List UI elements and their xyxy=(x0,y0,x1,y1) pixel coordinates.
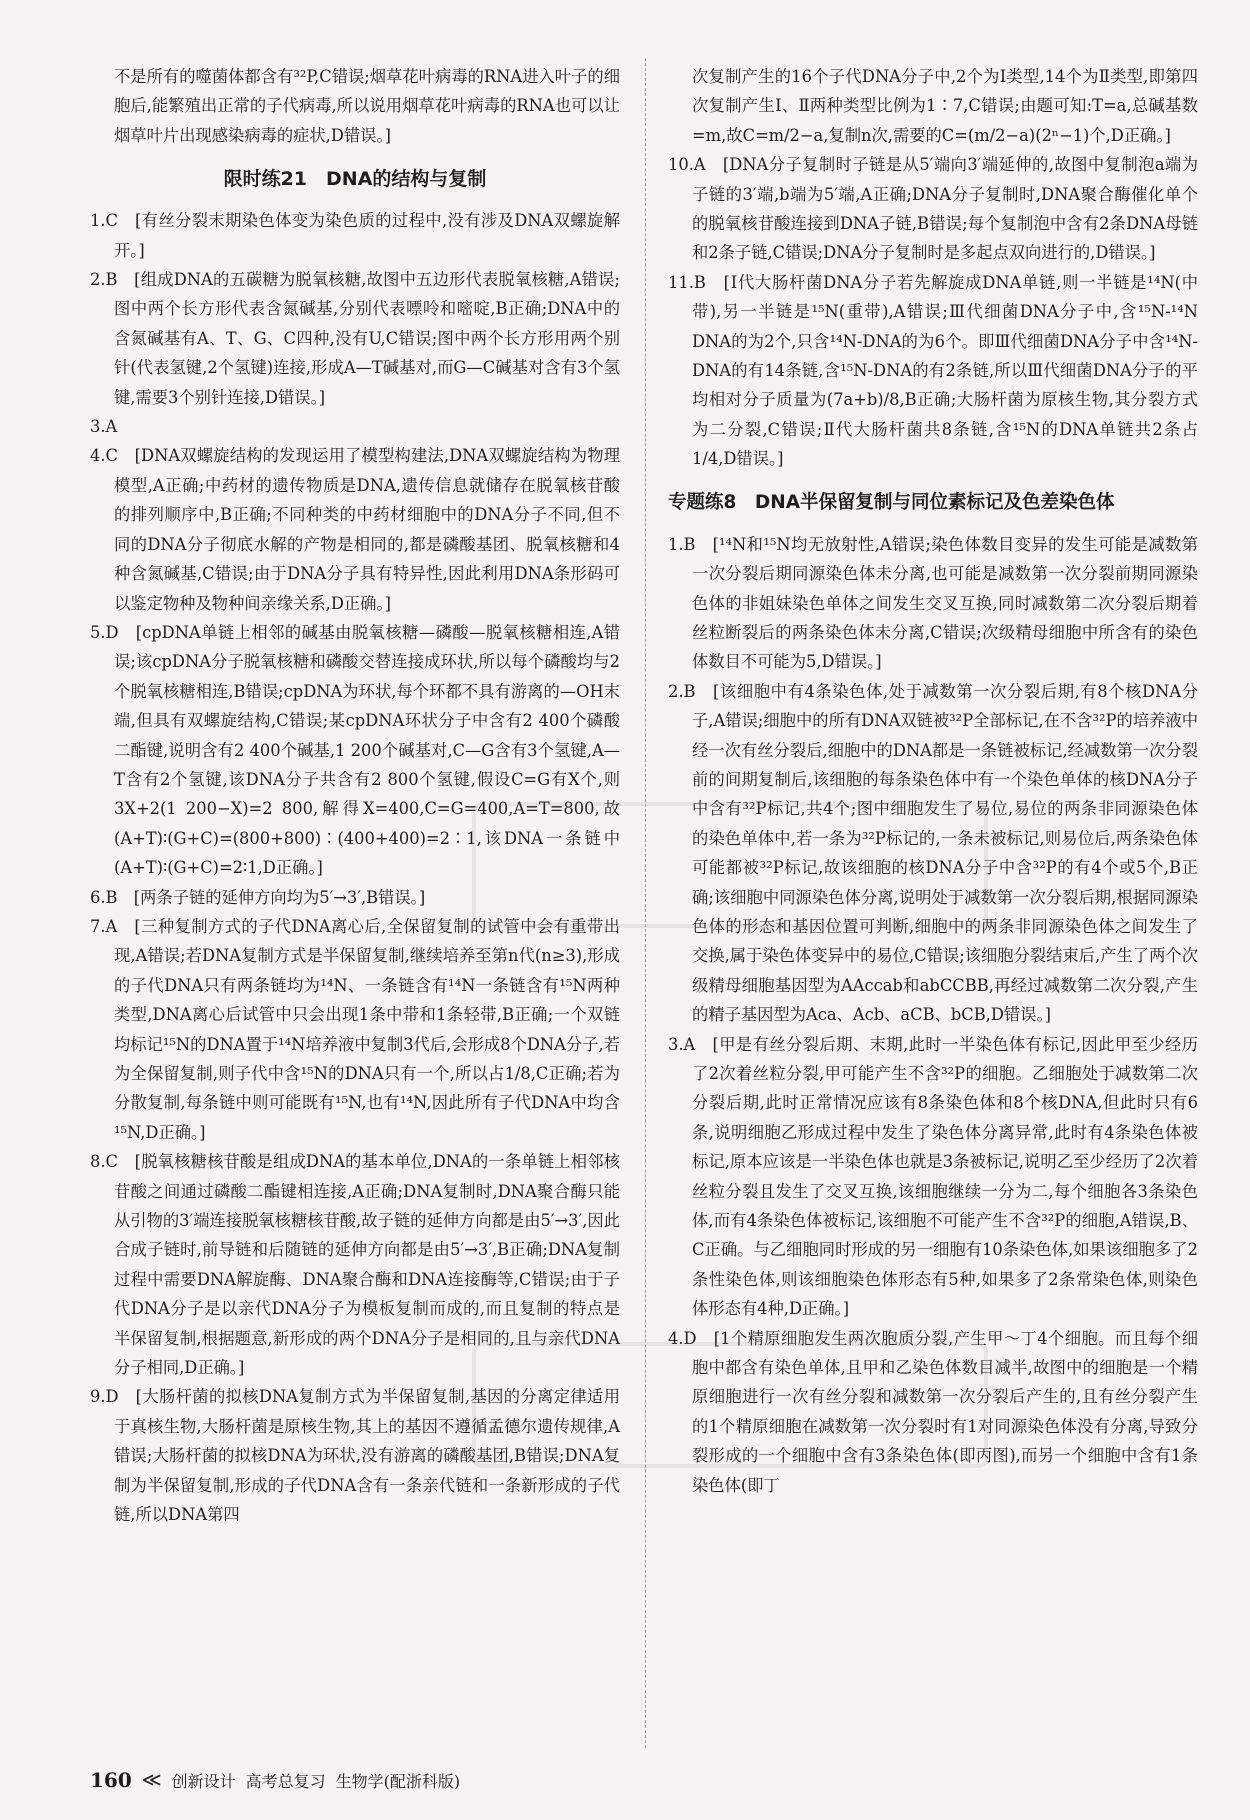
answer-item: 8.C [脱氧核糖核苷酸是组成DNA的基本单位,DNA的一条单链上相邻核苷酸之间通过磷酸二酯键相连接,A正确;DNA复制时,DNA聚合酶只能从引物的3′端连接脱氧核糖核苷酸,故子链的延伸方向都是由5′→3′,因此合成子链时,前导链和后随链的延伸方向都是由5′→3′,B正确;DNA复制过程中需要DNA解旋酶、DNA聚合酶和DNA连接酶等,C错误;由于子代DNA分子是以亲代DNA分子为模板复制而成的,而且复制的特点是半保留复制,根据题意,新形成的两个DNA分子是相同的,且与亲代DNA分子相同,D正确。] xyxy=(90,1152,620,1378)
right-intro-paragraph: 次复制产生的16个子代DNA分子中,2个为Ⅰ类型,14个为Ⅱ类型,即第四次复制产生Ⅰ、Ⅱ两种类型比例为1∶7,C错误;由题可知:T=a,总碱基数=m,故C=m/2−a,复制n次,需要的C=(m/2−a)(2ⁿ−1)个,D正确。] xyxy=(692,67,1198,145)
answer-item: 10.A [DNA分子复制时子链是从5′端向3′端延伸的,故图中复制泡a端为子链的3′端,b端为5′端,A正确;DNA分子复制时,DNA聚合酶催化单个的脱氧核苷酸连接到DNA子链,B错误;每个复制泡中含有2条DNA母链和2条子链,C错误;DNA分子复制时是多起点双向进行的,D错误。] xyxy=(668,155,1198,263)
answer-item: 2.B [该细胞中有4条染色体,处于减数第一次分裂后期,有8个核DNA分子,A错误;细胞中的所有DNA双链被³²P全部标记,在不含³²P的培养液中经一次有丝分裂后,细胞中的DNA都是一条链被标记,经减数第一次分裂前的间期复制后,该细胞的每条染色体中有一个染色单体的核DNA分子中含有³²P标记,共4个;图中细胞发生了易位,易位的两条非同源染色体的染色单体中,若一条为³²P标记的,一条未被标记,则易位后,两条染色体可能都被³²P标记,故该细胞的核DNA分子中含³²P的有4个或5个,B正确;该细胞中同源染色体分离,说明处于减数第一次分裂后期,根据同源染色体的形态和基因位置可判断,细胞中的两条非同源染色体之间发生了交换,属于染色体变异中的易位,C错误;该细胞分裂结束后,产生了两个次级精母细胞基因型为AAccab和abCCBB,再经过减数第二次分裂,产生的精子基因型为Aca、Acb、aCB、bCB,D错误。] xyxy=(668,681,1198,1025)
answer-item: 1.C [有丝分裂末期染色体变为染色质的过程中,没有涉及DNA双螺旋解开。] xyxy=(90,211,620,260)
subject-title: 生物学(配浙科版) xyxy=(335,1771,461,1791)
answer-item: 11.B [Ⅰ代大肠杆菌DNA分子若先解旋成DNA单链,则一半链是¹⁴N(中带),另一半链是¹⁵N(重带),A错误;Ⅲ代细菌DNA分子中,含¹⁵N-¹⁴N DNA的为2个,只含¹⁴N-DNA的为6个。即Ⅲ代细菌DNA分子中含¹⁴N-DNA的有14条链,含¹⁵N-DNA的有2条链,所以Ⅲ代细菌DNA分子的平均相对分子质量为(7a+b)/8,B正确;大肠杆菌为原核生物,其分裂方式为二分裂,C错误;Ⅱ代大肠杆菌共8条链,含¹⁵N的DNA单链共2条占1/4,D错误。] xyxy=(668,272,1198,469)
page-number: 160 xyxy=(90,1768,132,1792)
left-column xyxy=(90,62,620,1530)
left-intro-paragraph: 不是所有的噬菌体都含有³²P,C错误;烟草花叶病毒的RNA进入叶子的细胞后,能繁殖出正常的子代病毒,所以说用烟草花叶病毒的RNA也可以让烟草叶片出现感染病毒的症状,D错误。] xyxy=(114,67,620,145)
answer-item: 9.D [大肠杆菌的拟核DNA复制方式为半保留复制,基因的分离定律适用于真核生物,大肠杆菌是原核生物,其上的基因不遵循孟德尔遗传规律,A错误;大肠杆菌的拟核DNA为环状,没有游离的磷酸基团,B错误;DNA复制为半保留复制,形成的子代DNA含有一条亲代链和一条新形成的子代链,所以DNA第四 xyxy=(90,1387,620,1525)
answer-item: 4.C [DNA双螺旋结构的发现运用了模型构建法,DNA双螺旋结构为物理模型,A正确;中药材的遗传物质是DNA,遗传信息就储存在脱氧核苷酸的排列顺序中,B正确;不同种类的中药材细胞中的DNA分子不同,但不同的DNA分子彻底水解的产物是相同的,都是磷酸基团、脱氧核糖和4种含氮碱基,C错误;由于DNA分子具有特异性,因此利用DNA条形码可以鉴定物种及物种间亲缘关系,D正确。] xyxy=(90,446,620,613)
answer-item: 1.B [¹⁴N和¹⁵N均无放射性,A错误;染色体数目变异的发生可能是减数第一次分裂后期同源染色体未分离,也可能是减数第一次分裂前期同源染色体的非姐妹染色单体之间发生交叉互换,同时减数第二次分裂后期着丝粒断裂后的两条染色体未分离,C错误;次级精母细胞中所含有的染色体数目不可能为5,D错误。] xyxy=(668,534,1198,672)
series-title: 高考总复习 xyxy=(245,1771,326,1791)
section-heading-special-8: 专题练8 DNA半保留复制与同位素标记及色差染色体 xyxy=(668,491,1115,513)
column-divider xyxy=(645,58,646,1748)
answer-item: 3.A [甲是有丝分裂后期、末期,此时一半染色体有标记,因此甲至少经历了2次着丝粒分裂,甲可能产生不含³²P的细胞。乙细胞处于减数第二次分裂后期,此时正常情况应该有8条染色体和8个核DNA,但此时只有6条,说明细胞乙形成过程中发生了染色体分离异常,此时有4条染色体被标记,原本应该是一半染色体也就是3条被标记,说明乙至少经历了2次着丝粒分裂且发生了交叉互换,该细胞继续一分为二,每个细胞各3条染色体,而有4条染色体被标记,该细胞不可能产生不含³²P的细胞,A错误,B、C正确。与乙细胞同时形成的另一细胞有10条染色体,如果该细胞多了2条性染色体,则该细胞染色体形态有5种,如果多了2条常染色体,则染色体形态有4种,D正确。] xyxy=(668,1034,1198,1319)
page-footer xyxy=(90,1768,460,1792)
answer-item: 5.D [cpDNA单链上相邻的碱基由脱氧核糖—磷酸—脱氧核糖相连,A错误;该cpDNA分子脱氧核糖和磷酸交替连接成环状,所以每个磷酸均与2个脱氧核糖相连,B错误;cpDNA为环状,每个环都不具有游离的—OH末端,但具有双螺旋结构,C错误;某cpDNA环状分子中含有2 400个磷酸二酯键,说明含有2 400个碱基,1 200个碱基对,C—G含有3个氢键,A—T含有2个氢键,该DNA分子共含有2 800个氢键,假设C=G有X个,则3X+2(1 200−X)=2 800,解得X=400,C=G=400,A=T=800,故(A+T)∶(G+C)=(800+800)∶(400+400)=2∶1,该DNA一条链中(A+T)∶(G+C)=2∶1,D正确。] xyxy=(90,622,620,878)
answer-item: 7.A [三种复制方式的子代DNA离心后,全保留复制的试管中会有重带出现,A错误;若DNA复制方式是半保留复制,继续培养至第n代(n≥3),形成的子代DNA只有两条链均为¹⁴N、一条链含有¹⁴N一条链含有¹⁵N两种类型,DNA离心后试管中只会出现1条中带和1条轻带,B正确;一个双链均标记¹⁵N的DNA置于¹⁴N培养液中复制3代后,会形成8个DNA分子,若为全保留复制,则子代中含¹⁵N的DNA只有一个,所以占1/8,C正确;若为分散复制,每条链中则可能既有¹⁵N,也有¹⁴N,因此所有子代DNA中均含¹⁵N,D正确。] xyxy=(90,916,620,1142)
answer-item: 2.B [组成DNA的五碳糖为脱氧核糖,故图中五边形代表脱氧核糖,A错误;图中两个长方形代表含氮碱基,分别代表嘌呤和嘧啶,B正确;DNA中的含氮碱基有A、T、G、C四种,没有U,C错误;图中两个长方形用两个别针(代表氢键,2个氢键)连接,形成A—T碱基对,而G—C碱基对含有3个氢键,需要3个别针连接,D错误。] xyxy=(90,270,620,407)
chevron-left-icon: ≪ xyxy=(141,1769,162,1791)
answer-item: 6.B [两条子链的延伸方向均为5′→3′,B错误。] xyxy=(90,887,426,907)
right-column xyxy=(668,62,1198,1500)
section-heading-21: 限时练21 DNA的结构与复制 xyxy=(223,168,487,191)
answer-item: 4.D [1个精原细胞发生两次胞质分裂,产生甲～丁4个细胞。而且每个细胞中都含有染色单体,且甲和乙染色体数目减半,故图中的细胞是一个精原细胞进行一次有丝分裂和减数第一次分裂后产生的,且有丝分裂产生的1个精原细胞在减数第一次分裂时有1对同源染色体没有分离,导致分裂形成的一个细胞中含有3条染色体(即丙图),而另一个细胞中含有1条染色体(即丁 xyxy=(668,1328,1198,1495)
answer-item: 3.A xyxy=(90,417,118,437)
book-title: 创新设计 xyxy=(171,1771,236,1791)
